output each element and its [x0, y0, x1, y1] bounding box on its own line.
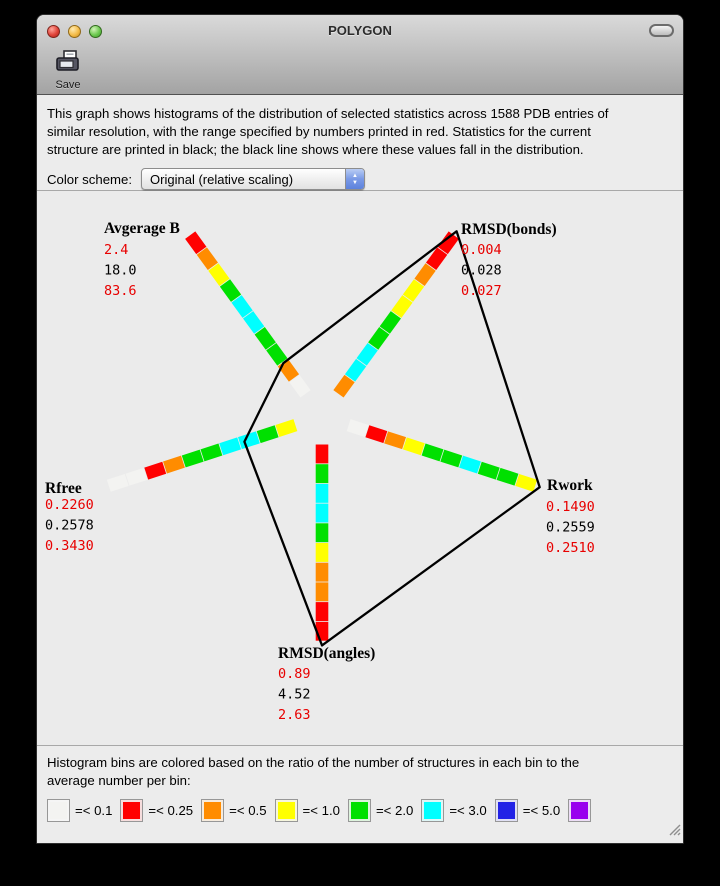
- histogram-bin: [316, 504, 329, 523]
- axis-value-rfree: 0.2578: [45, 517, 94, 534]
- histogram-bin: [163, 456, 185, 474]
- legend-swatch-purple: [568, 799, 591, 822]
- histogram-bin: [478, 462, 500, 480]
- legend-panel: [37, 746, 683, 843]
- histogram-bin: [384, 431, 406, 449]
- legend-bin-label: =< 2.0: [375, 803, 414, 818]
- legend-text: [47, 754, 673, 790]
- histogram-bin: [316, 445, 329, 464]
- histogram-bin: [403, 437, 425, 455]
- save-button[interactable]: [46, 49, 90, 95]
- save-icon: [55, 50, 82, 78]
- histogram-bin: [107, 474, 129, 492]
- window-title: POLYGON: [328, 23, 392, 38]
- polygon-window: [36, 14, 684, 844]
- axis-value-rmsd_angles: 4.52: [278, 686, 311, 703]
- histogram-bin: [126, 468, 148, 486]
- histogram-bar-rfree: [107, 419, 297, 492]
- histogram-bin: [316, 484, 329, 503]
- toolbar: [37, 49, 683, 95]
- histogram-bin: [347, 419, 369, 437]
- description-panel: [37, 95, 683, 191]
- legend-swatch-red: [120, 799, 143, 822]
- legend-bins-row: [47, 799, 673, 822]
- polygon-plot: [37, 191, 683, 746]
- histogram-bin: [316, 523, 329, 542]
- axis-max-rwork: 0.2510: [546, 540, 595, 556]
- legend-bin: [495, 799, 568, 822]
- histogram-bar-avg_b: [185, 231, 311, 397]
- legend-swatch-cyan: [421, 799, 444, 822]
- histogram-bin: [316, 602, 329, 621]
- axis-label-rmsd_angles: RMSD(angles): [278, 645, 376, 662]
- legend-bin: [275, 799, 348, 822]
- toolbar-toggle-pill-button[interactable]: [649, 24, 674, 37]
- histogram-bin: [182, 450, 204, 468]
- description-line: This graph shows histograms of the distribution of selected statistics across 1588 PDB entries of: [47, 106, 609, 121]
- axis-label-rmsd_bonds: RMSD(bonds): [461, 221, 557, 238]
- axis-min-rwork: 0.1490: [546, 499, 595, 515]
- dropdown-arrows-icon: ▲ ▼: [345, 169, 364, 189]
- histogram-bin: [144, 462, 166, 480]
- histogram-bar-rwork: [347, 419, 537, 492]
- axis-label-avg_b: Avgerage B: [104, 220, 180, 237]
- legend-bin-label: =< 5.0: [522, 803, 561, 818]
- color-scheme-label: Color scheme:: [47, 171, 133, 187]
- histogram-bin: [316, 563, 329, 582]
- histogram-bin: [219, 437, 241, 455]
- axis-min-rmsd_bonds: 0.004: [461, 242, 502, 258]
- legend-swatch-green: [348, 799, 371, 822]
- save-button-label: Save: [55, 79, 81, 91]
- histogram-bin: [201, 444, 223, 462]
- axis-min-rmsd_angles: 0.89: [278, 666, 311, 682]
- histogram-bin: [316, 543, 329, 562]
- legend-swatch-yellow: [275, 799, 298, 822]
- legend-bin: [348, 799, 421, 822]
- legend-swatch-white: [47, 799, 70, 822]
- legend-bin-label: =< 1.0: [302, 803, 340, 818]
- histogram-bin: [459, 456, 481, 474]
- plot-panel: [37, 191, 683, 746]
- histogram-bin: [257, 425, 279, 443]
- description-line: structure are printed in black; the black line shows where these values fall in the distribution.: [47, 142, 584, 157]
- axis-value-rmsd_bonds: 0.028: [461, 262, 502, 279]
- legend-swatch-orange: [201, 799, 224, 822]
- legend-line: average number per bin:: [47, 773, 191, 788]
- color-scheme-dropdown[interactable]: [141, 168, 365, 190]
- histogram-bin: [422, 444, 444, 462]
- legend-bin: [47, 799, 120, 822]
- histogram-bar-rmsd_angles: [316, 445, 329, 641]
- histogram-bar-rmsd_bonds: [333, 231, 459, 397]
- axis-label-rwork: Rwork: [547, 477, 593, 494]
- axis-max-rmsd_angles: 2.63: [278, 707, 311, 723]
- legend-line: Histogram bins are colored based on the ratio of the number of structures in each bin to the: [47, 755, 580, 770]
- axis-max-avg_b: 83.6: [104, 283, 137, 299]
- axis-label-rfree: Rfree: [45, 480, 82, 497]
- color-scheme-selected-value: Original (relative scaling): [150, 171, 294, 187]
- legend-bin-label: =< 0.1: [75, 803, 113, 818]
- axis-max-rmsd_bonds: 0.027: [461, 283, 502, 299]
- legend-swatch-blue: [495, 799, 518, 822]
- legend-bin-label: =< 0.25: [148, 803, 194, 818]
- legend-bin-label: =< 0.5: [229, 803, 267, 818]
- histogram-bin: [440, 450, 462, 468]
- legend-bin: [120, 799, 201, 822]
- axis-value-avg_b: 18.0: [104, 262, 137, 279]
- color-scheme-row: [47, 168, 673, 190]
- axis-min-rfree: 0.2260: [45, 497, 94, 513]
- histogram-bin: [365, 425, 387, 443]
- axis-max-rfree: 0.3430: [45, 538, 94, 554]
- window-header: [37, 15, 683, 95]
- axis-min-avg_b: 2.4: [104, 242, 129, 258]
- histogram-bin: [316, 464, 329, 483]
- legend-bin-label: =< 3.0: [449, 803, 487, 818]
- titlebar[interactable]: [37, 15, 683, 49]
- histogram-bin: [515, 474, 537, 492]
- description-text: [47, 105, 673, 159]
- legend-bin: [421, 799, 494, 822]
- description-line: similar resolution, with the range specified by numbers printed in red. Statistics for the current: [47, 124, 591, 139]
- histogram-bin: [275, 419, 297, 437]
- resize-grip[interactable]: [667, 822, 681, 841]
- axis-value-rwork: 0.2559: [546, 519, 595, 536]
- histogram-bin: [497, 468, 519, 486]
- legend-bin: [568, 799, 604, 822]
- legend-bin: [201, 799, 274, 822]
- histogram-bin: [316, 582, 329, 601]
